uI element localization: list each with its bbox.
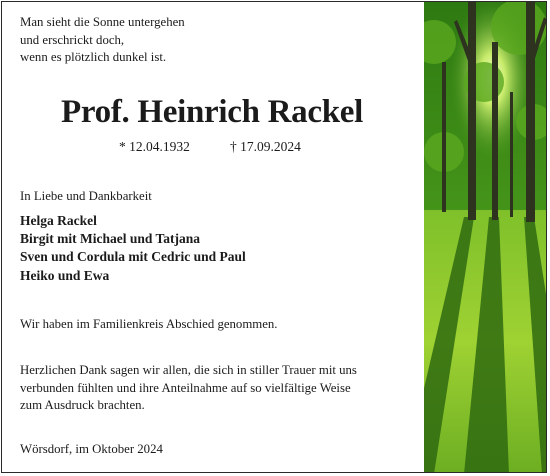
mourners-intro: In Liebe und Dankbarkeit <box>20 189 152 203</box>
poem-line: wenn es plötzlich dunkel ist. <box>20 50 167 64</box>
mourner-name: Birgit mit Michael und Tatjana <box>20 231 201 247</box>
thanks-line: zum Ausdruck brachten. <box>20 398 145 412</box>
poem-line: und erschrickt doch, <box>20 32 125 47</box>
death-date: † 17.09.2024 <box>230 139 301 154</box>
birth-date: * 12.04.1932 <box>119 139 190 154</box>
farewell-text: Wir haben im Familienkreis Abschied genommen. <box>20 317 278 331</box>
mourner-name: Sven und Cordula mit Cedric und Paul <box>20 249 246 265</box>
deceased-name: Prof. Heinrich Rackel <box>61 94 363 130</box>
mourners-list <box>20 212 246 285</box>
mourner-name: Helga Rackel <box>20 213 97 228</box>
obituary-notice <box>1 1 547 473</box>
thanks-text <box>20 362 357 415</box>
poem <box>20 14 185 67</box>
thanks-line: Herzlichen Dank sagen wir allen, die sich in stiller Trauer mit uns <box>20 363 357 377</box>
poem-line: Man sieht die Sonne untergehen <box>20 15 185 29</box>
place-date: Wörsdorf, im Oktober 2024 <box>20 442 163 456</box>
mourner-name: Heiko und Ewa <box>20 267 110 283</box>
park-trees-photo <box>424 2 547 473</box>
thanks-line: verbunden fühlten und ihre Anteilnahme auf so vielfältige Weise <box>20 380 351 395</box>
